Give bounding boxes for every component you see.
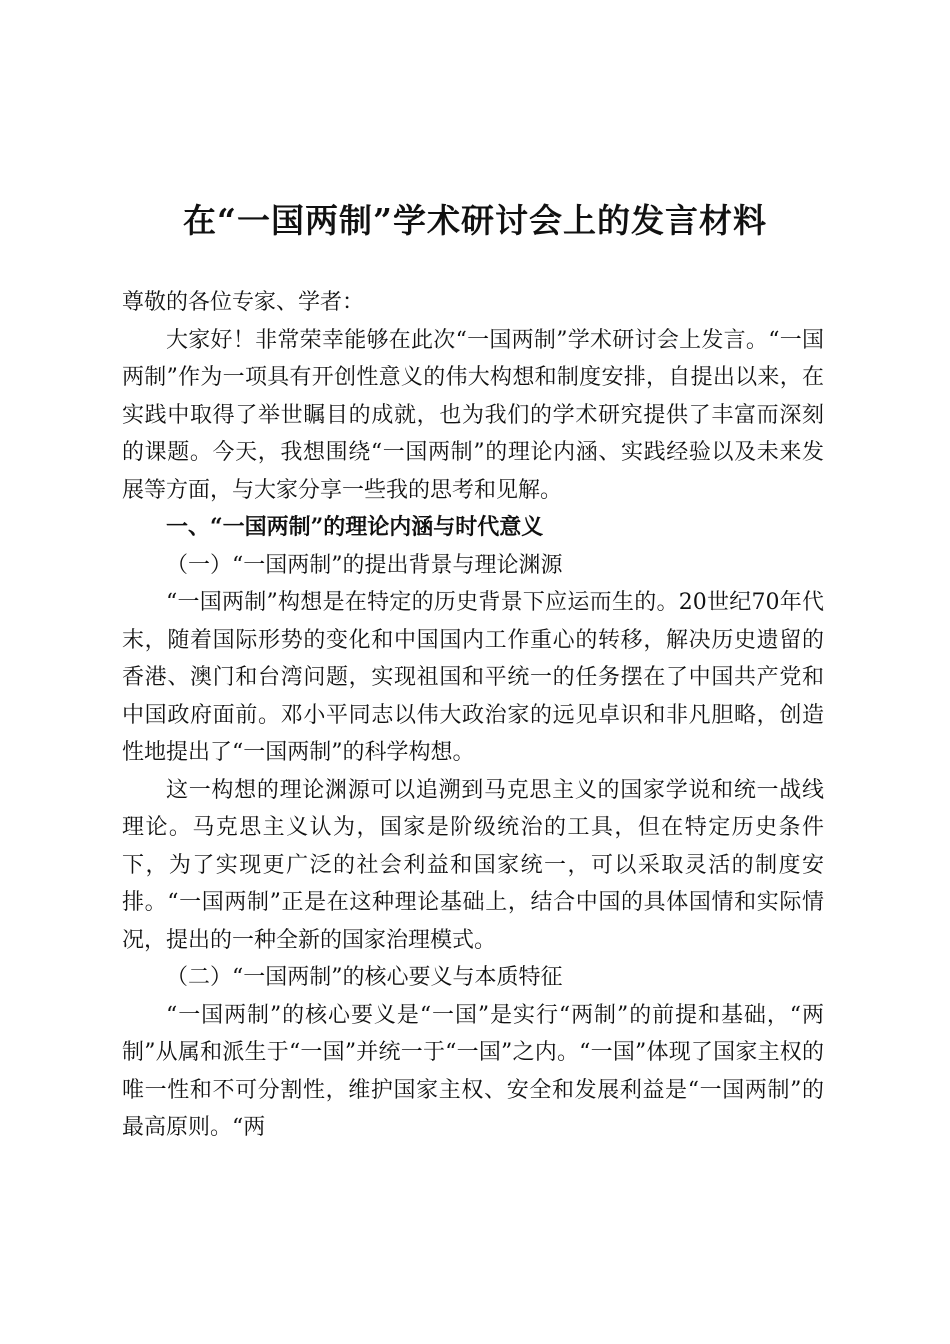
paragraph-theory-origin: 这一构想的理论渊源可以追溯到马克思主义的国家学说和统一战线理论。马克思主义认为，国家是阶级统治的工具，但在特定历史条件下，为了实现更广泛的社会利益和国家统一，可以采取灵活的制度安排。“一国两制”正是在这种理论基础上，结合中国的具体国情和实际情况，提出的一种全新的国家治理模式。 [122,777,824,953]
subsection-heading-2: （二）“一国两制”的核心要义与本质特征 [166,965,563,990]
document-title: 在“一国两制”学术研讨会上的发言材料 [183,201,767,240]
paragraph-core-meaning: “一国两制”的核心要义是“一国”是实行“两制”的前提和基础，“两制”从属和派生于“一国”并统一于“一国”之内。“一国”体现了国家主权的唯一性和不可分割性，维护国家主权、安全和发展利益是“一国两制”的最高原则。“两 [122,1002,824,1140]
document-body [122,284,824,1147]
subsection-heading-1: （一）“一国两制”的提出背景与理论渊源 [166,552,563,578]
section-heading-1: 一、“一国两制”的理论内涵与时代意义 [166,514,544,540]
intro-paragraph: 大家好！非常荣幸能够在此次“一国两制”学术研讨会上发言。“一国两制”作为一项具有开创性意义的伟大构想和制度安排，自提出以来，在实践中取得了举世瞩目的成就，也为我们的学术研究提供了丰富而深刻的课题。今天，我想围绕“一国两制”的理论内涵、实践经验以及未来发展等方面，与大家分享一些我的思考和见解。 [122,327,824,503]
paragraph-background: “一国两制”构想是在特定的历史背景下应运而生的。20世纪70年代末，随着国际形势的变化和中国国内工作重心的转移，解决历史遗留的香港、澳门和台湾问题，实现祖国和平统一的任务摆在了中国共产党和中国政府面前。邓小平同志以伟大政治家的远见卓识和非凡胆略，创造性地提出了“一国两制”的科学构想。 [122,590,824,765]
greeting-line: 尊敬的各位专家、学者： [122,290,365,315]
